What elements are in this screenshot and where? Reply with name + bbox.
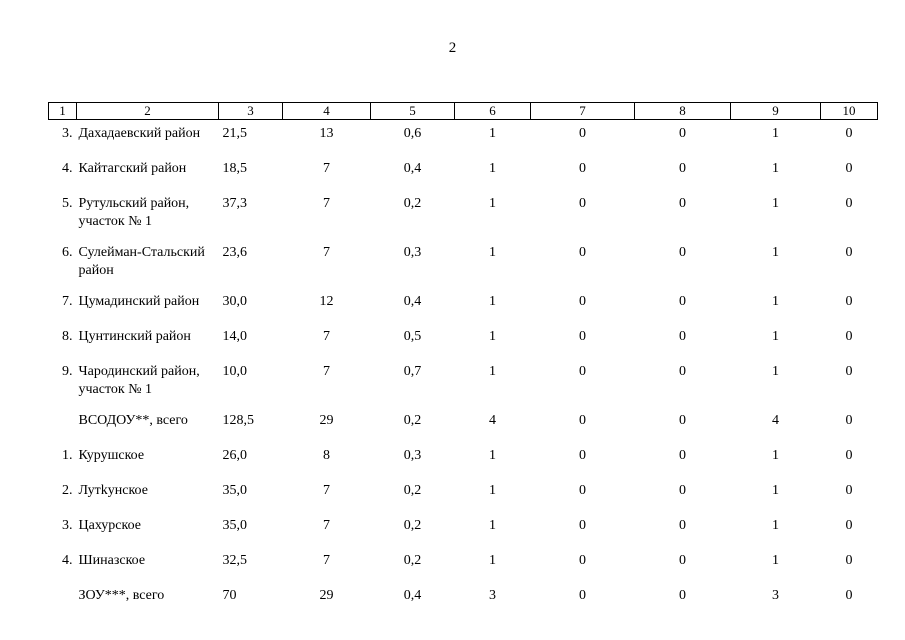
table-cell-c10: 0 — [845, 245, 853, 260]
table-cell-c4: 29 — [319, 588, 334, 603]
table-cell-num: 1. — [62, 448, 73, 463]
table-cell-c5: 0,4 — [403, 588, 422, 603]
table-cell-c10: 0 — [845, 413, 853, 428]
table-cell-num: 6. — [62, 245, 73, 260]
table-cell-c7: 0 — [579, 518, 586, 533]
table-row — [49, 547, 878, 582]
table-cell-c5: 0,2 — [403, 483, 422, 498]
table-cell-num: 9. — [62, 364, 73, 379]
table-cell-c4: 13 — [319, 126, 334, 141]
table-cell-c6: 1 — [489, 245, 496, 260]
table-cell-c5: 0,6 — [403, 126, 422, 141]
table-cell-c5: 0,2 — [403, 553, 422, 568]
table-cell-name: Дахадаевский район — [78, 126, 201, 141]
table-cell-c4: 7 — [323, 483, 330, 498]
table-cell-c3: 35,0 — [222, 483, 247, 498]
table-row — [49, 407, 878, 442]
table-cell-name: Шиназское — [78, 553, 146, 568]
table-cell-num: 5. — [62, 196, 73, 211]
table-cell-c4: 29 — [319, 413, 334, 428]
table-cell-c7: 0 — [579, 196, 586, 211]
table-cell-c3: 21,5 — [222, 126, 247, 141]
table-header — [49, 103, 878, 120]
table-cell-c3: 30,0 — [222, 294, 247, 309]
table-cell-c4: 7 — [323, 364, 330, 379]
table-cell-c7: 0 — [579, 245, 586, 260]
table-cell-num: 8. — [62, 329, 73, 344]
table-cell-c4: 7 — [323, 329, 330, 344]
header-cell: 1 — [49, 103, 77, 120]
table-cell-c3: 26,0 — [222, 448, 247, 463]
header-cell: 3 — [219, 103, 283, 120]
table-cell-c5: 0,3 — [403, 448, 422, 463]
table-cell-c7: 0 — [579, 329, 586, 344]
table-cell-c4: 8 — [323, 448, 330, 463]
table-cell-c6: 1 — [489, 196, 496, 211]
table-cell-name: Цунтинский район — [78, 329, 191, 344]
table-cell-c8: 0 — [679, 518, 686, 533]
table-cell-c5: 0,7 — [403, 364, 422, 379]
table-cell-c9: 3 — [772, 588, 779, 603]
table-cell-c8: 0 — [679, 245, 686, 260]
table-cell-c3: 32,5 — [222, 553, 247, 568]
table-cell-name: Рутульский район, участок № 1 — [78, 196, 190, 229]
table-row — [49, 120, 878, 156]
table-cell-c8: 0 — [679, 294, 686, 309]
table-cell-c5: 0,5 — [403, 329, 422, 344]
table-cell-c7: 0 — [579, 448, 586, 463]
table-cell-c10: 0 — [845, 448, 853, 463]
table-cell-c10: 0 — [845, 483, 853, 498]
table-cell-name: Кайтагский район — [78, 161, 187, 176]
table-cell-c6: 1 — [489, 161, 496, 176]
table-cell-c4: 7 — [323, 518, 330, 533]
table-cell-c10: 0 — [845, 161, 853, 176]
header-cell: 9 — [731, 103, 821, 120]
table-cell-c6: 1 — [489, 364, 496, 379]
table-cell-num: 2. — [62, 483, 73, 498]
table-cell-c6: 1 — [489, 518, 496, 533]
table-cell-c10: 0 — [845, 126, 853, 141]
table-cell-name: Лутkунское — [78, 483, 148, 498]
table-cell-c7: 0 — [579, 364, 586, 379]
table-cell-c10: 0 — [845, 294, 853, 309]
table-cell-c4: 7 — [323, 196, 330, 211]
table-cell-c9: 1 — [772, 245, 779, 260]
table-cell-c8: 0 — [679, 329, 686, 344]
table-cell-c7: 0 — [579, 294, 586, 309]
table-cell-c3: 70 — [222, 588, 237, 603]
table-cell-c3: 10,0 — [222, 364, 247, 379]
table-cell-name: ЗОУ***, всего — [78, 588, 165, 603]
header-cell: 4 — [283, 103, 371, 120]
table-cell-c9: 1 — [772, 196, 779, 211]
header-cell: 2 — [77, 103, 219, 120]
table-cell-c10: 0 — [845, 588, 853, 603]
page-number: 2 — [448, 40, 457, 56]
table-cell-c9: 1 — [772, 364, 779, 379]
table-cell-num — [49, 582, 77, 617]
table-cell-c3: 14,0 — [222, 329, 247, 344]
header-cell: 10 — [821, 103, 878, 120]
table-cell-c3: 37,3 — [222, 196, 247, 211]
table-cell-c8: 0 — [679, 448, 686, 463]
table-cell-c4: 7 — [323, 161, 330, 176]
table-cell-num: 4. — [62, 161, 73, 176]
table-cell-c9: 1 — [772, 126, 779, 141]
header-cell: 7 — [531, 103, 635, 120]
table-cell-c9: 4 — [772, 413, 779, 428]
table-cell-c5: 0,2 — [403, 196, 422, 211]
table-cell-c3: 128,5 — [222, 413, 254, 428]
table-cell-name: Курушское — [78, 448, 145, 463]
table-row — [49, 190, 878, 239]
table-cell-c7: 0 — [579, 126, 586, 141]
table-cell-c8: 0 — [679, 413, 686, 428]
table-cell-c9: 1 — [772, 448, 779, 463]
table-cell-c7: 0 — [579, 161, 586, 176]
table-cell-c10: 0 — [845, 518, 853, 533]
table-cell-c10: 0 — [845, 329, 853, 344]
table-cell-c5: 0,3 — [403, 245, 422, 260]
header-cell: 8 — [635, 103, 731, 120]
table-row — [49, 477, 878, 512]
table-cell-c9: 1 — [772, 329, 779, 344]
table-cell-c6: 1 — [489, 448, 496, 463]
table-cell-c10: 0 — [845, 553, 853, 568]
table-cell-c7: 0 — [579, 553, 586, 568]
table-cell-name: Цахурское — [78, 518, 141, 533]
table-cell-c6: 1 — [489, 553, 496, 568]
header-cell: 5 — [371, 103, 455, 120]
table-cell-name: ВСОДОУ**, всего — [78, 413, 188, 428]
table-cell-c7: 0 — [579, 483, 586, 498]
table-cell-num: 3. — [62, 518, 73, 533]
table-cell-c9: 1 — [772, 553, 779, 568]
table-row — [49, 512, 878, 547]
table-cell-num: 4. — [62, 553, 73, 568]
table-cell-c4: 7 — [323, 245, 330, 260]
table-cell-c8: 0 — [679, 161, 686, 176]
table-row — [49, 358, 878, 407]
table-cell-c5: 0,4 — [403, 161, 422, 176]
table-cell-c6: 1 — [489, 294, 496, 309]
table-cell-c7: 0 — [579, 588, 586, 603]
table-cell-c5: 0,4 — [403, 294, 422, 309]
table-cell-c10: 0 — [845, 196, 853, 211]
table-cell-c4: 7 — [323, 553, 330, 568]
header-row — [49, 103, 878, 120]
table-cell-c8: 0 — [679, 364, 686, 379]
table-row — [49, 288, 878, 323]
table-cell-c8: 0 — [679, 588, 686, 603]
table-cell-name: Чародинский район, участок № 1 — [78, 364, 200, 397]
table-cell-c3: 18,5 — [222, 161, 247, 176]
table-cell-c10: 0 — [845, 364, 853, 379]
table-cell-c5: 0,2 — [403, 518, 422, 533]
header-cell: 6 — [455, 103, 531, 120]
table-cell-name: Сулейман-Стальский район — [78, 245, 205, 278]
table-cell-c8: 0 — [679, 196, 686, 211]
table-cell-c9: 1 — [772, 294, 779, 309]
table-row — [49, 155, 878, 190]
table-cell-c8: 0 — [679, 126, 686, 141]
table-row — [49, 323, 878, 358]
table-cell-num: 3. — [62, 126, 73, 141]
table-row — [49, 582, 878, 617]
table-cell-c9: 1 — [772, 518, 779, 533]
table-cell-c6: 4 — [489, 413, 496, 428]
table-cell-c6: 1 — [489, 126, 496, 141]
table-row — [49, 239, 878, 288]
table-cell-c9: 1 — [772, 161, 779, 176]
table-cell-name: Цумадинский район — [78, 294, 200, 309]
table-cell-c4: 12 — [319, 294, 334, 309]
table-cell-c6: 1 — [489, 483, 496, 498]
data-table — [48, 102, 878, 617]
table-cell-c8: 0 — [679, 483, 686, 498]
table-cell-c7: 0 — [579, 413, 586, 428]
table-body — [49, 120, 878, 618]
table-cell-c5: 0,2 — [403, 413, 422, 428]
table-cell-c6: 1 — [489, 329, 496, 344]
table-cell-c6: 3 — [489, 588, 496, 603]
table-cell-num: 7. — [62, 294, 73, 309]
table-row — [49, 442, 878, 477]
table-cell-c9: 1 — [772, 483, 779, 498]
table-cell-c3: 23,6 — [222, 245, 247, 260]
table-cell-num — [49, 407, 77, 442]
table-cell-c3: 35,0 — [222, 518, 247, 533]
table-cell-c8: 0 — [679, 553, 686, 568]
